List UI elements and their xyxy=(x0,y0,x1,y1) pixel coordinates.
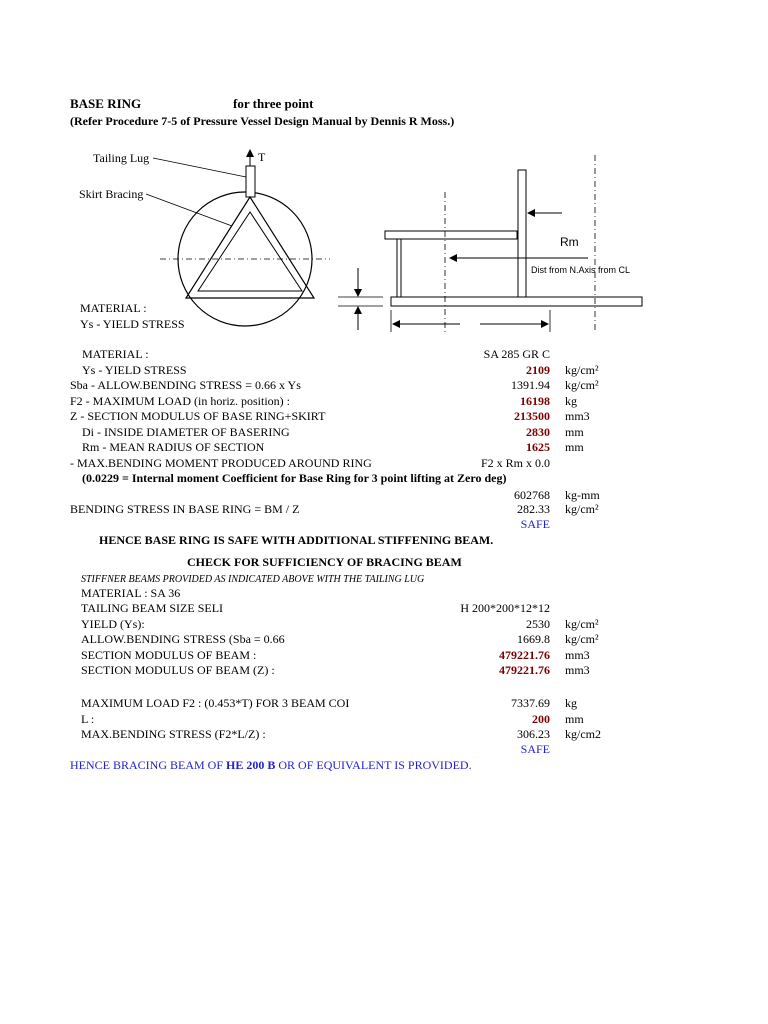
calc-value: 306.23 xyxy=(517,727,550,741)
bracing-safe: SAFE xyxy=(520,742,550,756)
calc-label: Z - SECTION MODULUS OF BASE RING+SKIRT xyxy=(70,409,326,423)
calc-unit: mm3 xyxy=(565,663,590,677)
calc-label: Di - INSIDE DIAMETER OF BASERING xyxy=(82,424,290,439)
calc-value: 479221.76 xyxy=(499,663,550,677)
coefficient-note: (0.0229 = Internal moment Coefficient for Base Ring for 3 point lifting at Zero deg) xyxy=(82,471,507,485)
calc-unit: kg xyxy=(565,393,577,408)
calc-label: L : xyxy=(81,711,95,726)
diagram-yield-label: Ys - YIELD STRESS xyxy=(80,317,185,331)
final-suffix: OR OF EQUIVALENT IS PROVIDED. xyxy=(275,758,472,772)
final-prefix: HENCE BRACING BEAM OF xyxy=(70,758,227,772)
final-beam: HE 200 B xyxy=(226,758,276,772)
calc-value: 16198 xyxy=(520,393,550,408)
calc-label: SECTION MODULUS OF BEAM : xyxy=(81,647,257,662)
calc-value: SA 285 GR C xyxy=(483,347,550,361)
reference-note: (Refer Procedure 7-5 of Pressure Vessel Design Manual by Dennis R Moss.) xyxy=(70,114,455,128)
calc-unit: kg/cm² xyxy=(565,632,599,646)
calc-label: Sba - ALLOW.BENDING STRESS = 0.66 x Ys xyxy=(70,378,301,392)
calc-value: 2530 xyxy=(526,616,550,631)
calc-unit: mm xyxy=(565,440,584,454)
calc-label: MAXIMUM LOAD F2 : (0.453*T) FOR 3 BEAM COI xyxy=(81,696,350,710)
calc-label: MAX.BENDING STRESS (F2*L/Z) : xyxy=(81,727,266,741)
calc-unit: mm3 xyxy=(565,647,590,662)
calc-value: 1625 xyxy=(526,440,550,454)
base-ring-conclusion: HENCE BASE RING IS SAFE WITH ADDITIONAL STIFFENING BEAM. xyxy=(99,533,494,547)
stress-unit: kg/cm² xyxy=(565,502,599,516)
rm-label: Rm xyxy=(560,235,579,249)
base-plate xyxy=(391,297,642,306)
calc-label: Ys - YIELD STRESS xyxy=(82,362,187,377)
calc-value: 2109 xyxy=(526,362,550,377)
dist-label: Dist from N.Axis from CL xyxy=(531,265,631,275)
base-ring-safe: SAFE xyxy=(520,517,550,531)
calc-value: 1669.8 xyxy=(517,632,550,646)
calc-value: H 200*200*12*12 xyxy=(460,601,550,615)
calc-value: 479221.76 xyxy=(499,647,550,662)
calc-value: 213500 xyxy=(514,409,550,423)
calc-unit: kg/cm² xyxy=(565,378,599,392)
t-label: T xyxy=(258,150,266,164)
calc-value: 200 xyxy=(532,711,550,726)
diagram-material-label: MATERIAL : xyxy=(80,301,147,315)
bracing-heading: CHECK FOR SUFFICIENCY OF BRACING BEAM xyxy=(187,555,462,569)
tailing-lug-shape xyxy=(246,166,255,197)
calc-unit: mm xyxy=(565,424,584,439)
page-title: BASE RING xyxy=(70,96,142,111)
calc-label: TAILING BEAM SIZE SELI xyxy=(81,601,224,615)
bracing-inner xyxy=(198,212,302,291)
bracing-note: STIFFNER BEAMS PROVIDED AS INDICATED ABOVE WITH THE TAILING LUG xyxy=(81,574,425,585)
stress-label: BENDING STRESS IN BASE RING = BM / Z xyxy=(70,502,300,516)
tailing-lug-label: Tailing Lug xyxy=(93,151,150,165)
calc-value: 7337.69 xyxy=(511,696,550,710)
calc-unit: kg/cm² xyxy=(565,616,599,631)
calc-unit: mm3 xyxy=(565,409,590,423)
page-title-suffix: for three point xyxy=(233,96,314,111)
calc-unit: kg/cm² xyxy=(565,362,599,377)
calc-label: YIELD (Ys): xyxy=(81,616,145,631)
stress-value: 282.33 xyxy=(517,502,550,516)
calc-unit: mm xyxy=(565,711,584,726)
calc-value: 1391.94 xyxy=(511,378,550,392)
bm-unit: kg-mm xyxy=(565,488,600,502)
calc-unit: kg xyxy=(565,696,577,710)
calc-label: F2 - MAXIMUM LOAD (in horiz. position) : xyxy=(70,393,290,408)
final-statement xyxy=(70,758,472,772)
bracing-material: MATERIAL : SA 36 xyxy=(81,586,181,600)
calc-value: 2830 xyxy=(526,424,550,439)
stiffener-top-plate xyxy=(385,231,517,239)
skirt-plate xyxy=(518,170,526,297)
calc-label: MATERIAL : xyxy=(82,347,149,361)
calc-value: F2 x Rm x 0.0 xyxy=(480,455,550,470)
calc-unit: kg/cm2 xyxy=(565,727,601,741)
calc-label: Rm - MEAN RADIUS OF SECTION xyxy=(82,440,265,454)
calc-label: ALLOW.BENDING STRESS (Sba = 0.66 xyxy=(81,632,285,646)
calc-label: SECTION MODULUS OF BEAM (Z) : xyxy=(81,663,275,677)
bm-value: 602768 xyxy=(514,488,550,502)
skirt-bracing-label: Skirt Bracing xyxy=(79,187,144,201)
calc-label: - MAX.BENDING MOMENT PRODUCED AROUND RING xyxy=(70,455,372,470)
tailing-lug-leader xyxy=(153,158,246,177)
